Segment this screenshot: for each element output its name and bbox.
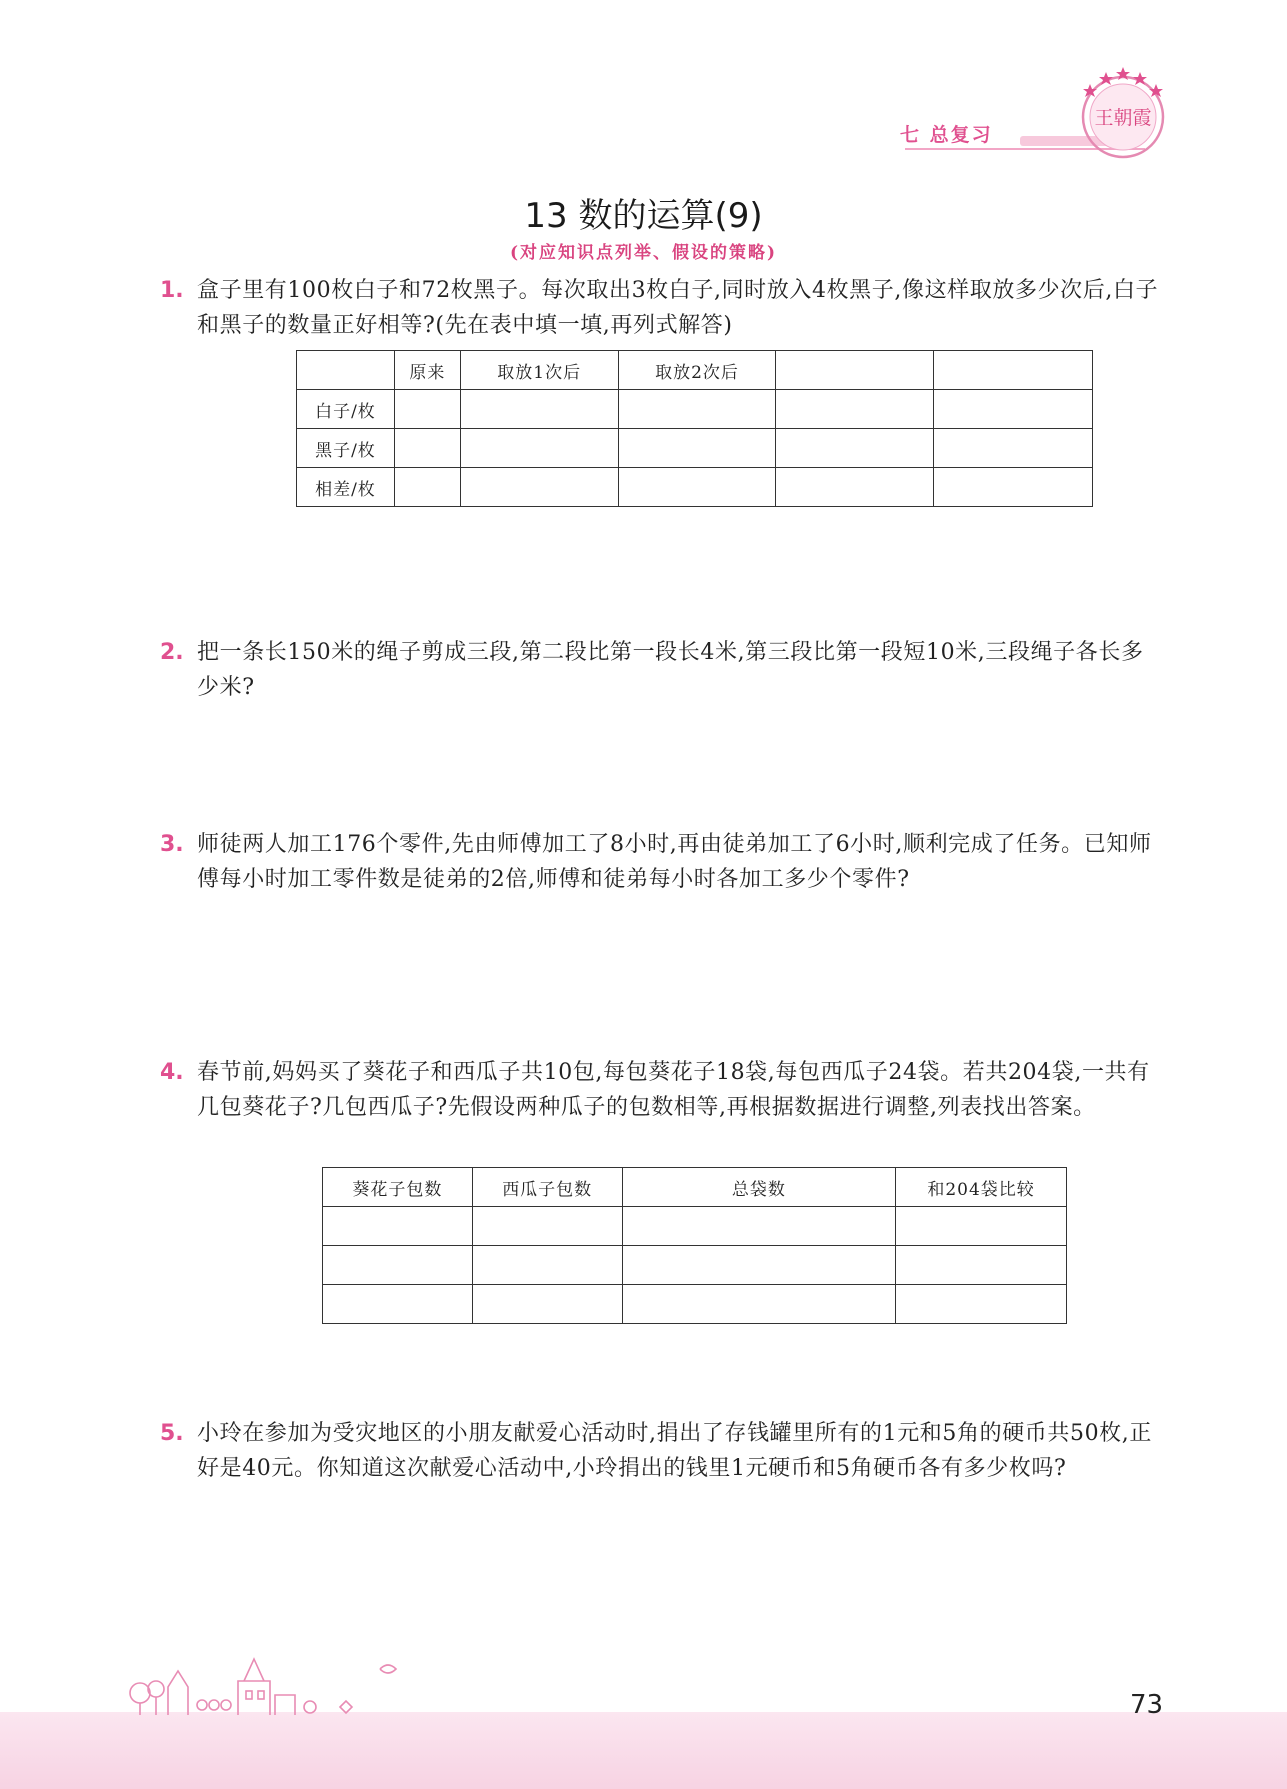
- answer-cell[interactable]: [394, 429, 460, 468]
- answer-cell[interactable]: [394, 468, 460, 507]
- table-row: [297, 429, 1093, 468]
- table-header-cell: 和204袋比较: [896, 1168, 1067, 1207]
- question-3: [160, 827, 1160, 897]
- table-header-row: [297, 351, 1093, 390]
- svg-text:王朝霞: 王朝霞: [1094, 107, 1152, 129]
- answer-cell[interactable]: [472, 1285, 622, 1324]
- table-header-row: [323, 1168, 1067, 1207]
- answer-cell[interactable]: [896, 1207, 1067, 1246]
- town-illustration: [120, 1645, 420, 1717]
- table-row: [323, 1207, 1067, 1246]
- question-text: 小玲在参加为受灾地区的小朋友献爱心活动时,捐出了存钱罐里所有的1元和5角的硬币共50枚,正好是40元。你知道这次献爱心活动中,小玲捐出的钱里1元硬币和5角硬币各有多少枚吗?: [197, 1421, 1152, 1481]
- question-number: 5.: [160, 1421, 184, 1446]
- row-label: 黑子/枚: [297, 429, 395, 468]
- answer-cell[interactable]: [460, 429, 618, 468]
- answer-cell[interactable]: [460, 390, 618, 429]
- table-stones: [296, 350, 1093, 507]
- question-5: [160, 1416, 1160, 1486]
- answer-cell[interactable]: [934, 429, 1093, 468]
- table-header-cell: 取放1次后: [460, 351, 618, 390]
- question-text: 把一条长150米的绳子剪成三段,第二段比第一段长4米,第三段比第一段短10米,三段绳子各长多少米?: [197, 640, 1144, 700]
- table-header-cell: 原来: [394, 351, 460, 390]
- answer-cell[interactable]: [622, 1246, 896, 1285]
- answer-cell[interactable]: [618, 429, 776, 468]
- question-number: 4.: [160, 1060, 184, 1085]
- answer-cell[interactable]: [934, 468, 1093, 507]
- question-number: 3.: [160, 832, 184, 857]
- answer-cell[interactable]: [323, 1246, 473, 1285]
- page-title: 13 数的运算(9): [524, 196, 763, 236]
- answer-cell[interactable]: [460, 468, 618, 507]
- row-label: 白子/枚: [297, 390, 395, 429]
- answer-cell[interactable]: [776, 468, 934, 507]
- table-row: [323, 1285, 1067, 1324]
- footer-band: [0, 1712, 1287, 1789]
- answer-cell[interactable]: [934, 390, 1093, 429]
- question-text: 盒子里有100枚白子和72枚黑子。每次取出3枚白子,同时放入4枚黑子,像这样取放多少次后,白子和黑子的数量正好相等?(先在表中填一填,再列式解答): [197, 278, 1159, 338]
- answer-cell[interactable]: [472, 1207, 622, 1246]
- question-4: [160, 1055, 1160, 1125]
- answer-cell[interactable]: [323, 1207, 473, 1246]
- table-header-cell: 总袋数: [622, 1168, 896, 1207]
- table-row: [297, 468, 1093, 507]
- brand-logo: [1070, 62, 1176, 162]
- table-row: [297, 390, 1093, 429]
- page-number: 73: [1130, 1690, 1164, 1720]
- answer-cell[interactable]: [896, 1246, 1067, 1285]
- answer-cell[interactable]: [618, 468, 776, 507]
- row-label: 相差/枚: [297, 468, 395, 507]
- answer-cell[interactable]: [776, 429, 934, 468]
- question-text: 师徒两人加工176个零件,先由师傅加工了8小时,再由徒弟加工了6小时,顺利完成了任务。已知师傅每小时加工零件数是徒弟的2倍,师傅和徒弟每小时各加工多少个零件?: [197, 832, 1152, 892]
- answer-cell[interactable]: [394, 390, 460, 429]
- chapter-label: 七 总复习: [900, 124, 993, 146]
- table-header-cell: [297, 351, 395, 390]
- question-text: 春节前,妈妈买了葵花子和西瓜子共10包,每包葵花子18袋,每包西瓜子24袋。若共204袋,一共有几包葵花子?几包西瓜子?先假设两种瓜子的包数相等,再根据数据进行调整,列表找出答案。: [197, 1060, 1150, 1120]
- question-number: 2.: [160, 640, 184, 665]
- table-header-cell: 西瓜子包数: [472, 1168, 622, 1207]
- answer-cell[interactable]: [622, 1207, 896, 1246]
- table-row: [323, 1246, 1067, 1285]
- answer-cell[interactable]: [323, 1285, 473, 1324]
- answer-cell[interactable]: [622, 1285, 896, 1324]
- question-2: [160, 635, 1160, 705]
- table-seeds: [322, 1167, 1067, 1324]
- answer-cell[interactable]: [618, 390, 776, 429]
- answer-cell[interactable]: [776, 390, 934, 429]
- table-header-cell[interactable]: [776, 351, 934, 390]
- answer-cell[interactable]: [472, 1246, 622, 1285]
- table-header-cell: 葵花子包数: [323, 1168, 473, 1207]
- question-1: [160, 273, 1160, 343]
- table-header-cell[interactable]: [934, 351, 1093, 390]
- page-subtitle: (对应知识点列举、假设的策略): [509, 243, 778, 263]
- question-number: 1.: [160, 278, 184, 303]
- table-header-cell: 取放2次后: [618, 351, 776, 390]
- answer-cell[interactable]: [896, 1285, 1067, 1324]
